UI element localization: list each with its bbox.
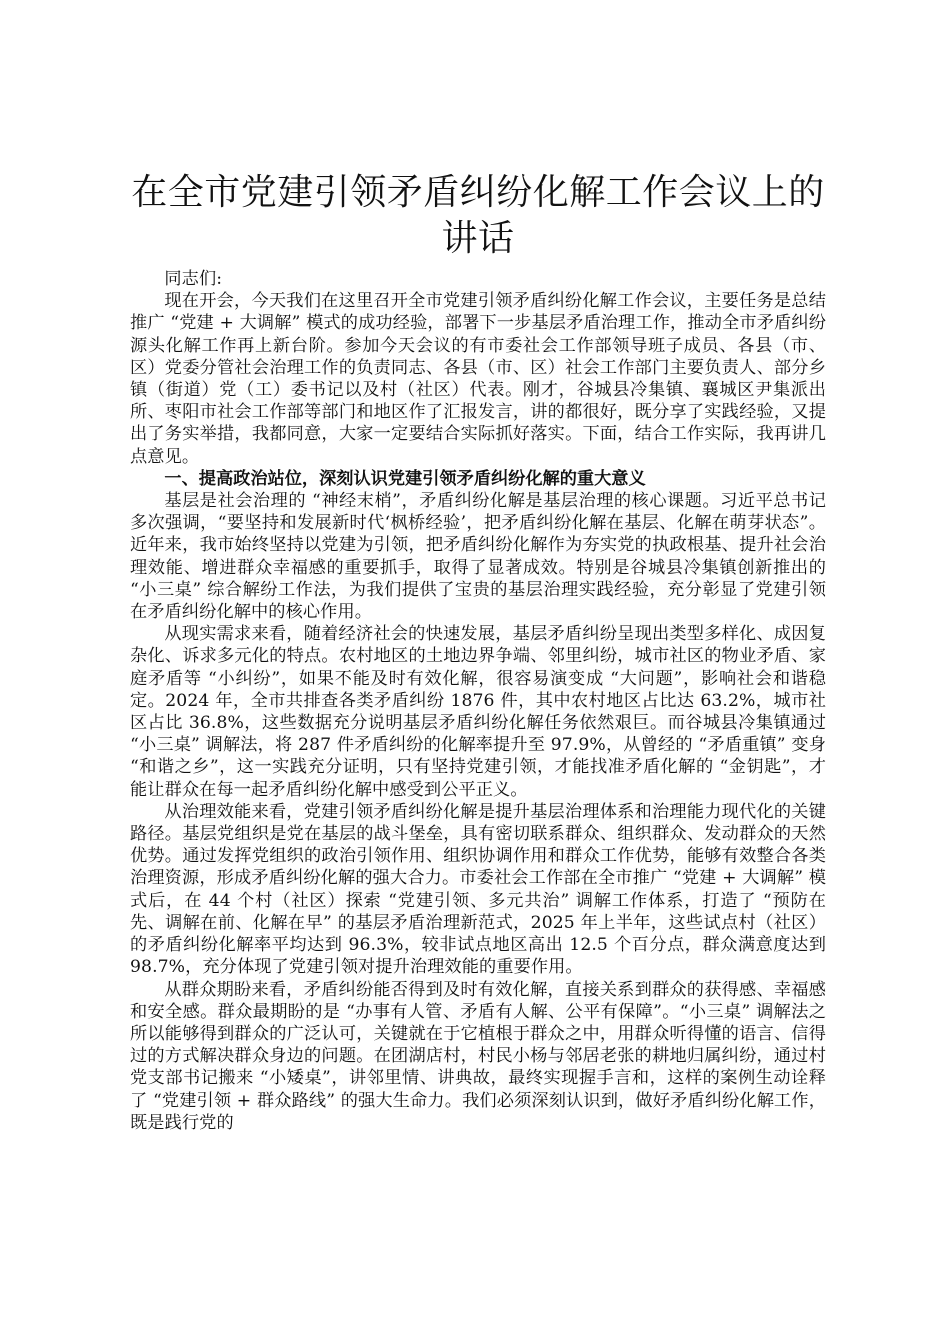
body-paragraph: 从治理效能来看，党建引领矛盾纠纷化解是提升基层治理体系和治理能力现代化的关键路径。基层党组织是党在基层的战斗堡垒，具有密切联系群众、组织群众、发动群众的天然优势。通过发挥党组织的政治引领作用、组织协调作用和群众工作优势，能够有效整合各类治理资源，形成矛盾纠纷化解的强大合力。市委社会工作部在全市推广 “党建 + 大调解” 模式后，在 44 个村（社区）探索 “党建引领、多元共治” 调解工作体系，打造了 “预防在先、调解在前、化解在早” 的基层矛盾治理新范式，2025 年上半年，这些试点村（社区）的矛盾纠纷化解率平均达到 96.3%，较非试点地区高出 12.5 个百分点，群众满意度达到 98.7%，充分体现了党建引领对提升治理效能的重要作用。	[130, 801, 826, 978]
document-page	[130, 170, 826, 1134]
document-title: 在全市党建引领矛盾纠纷化解工作会议上的讲话	[131, 172, 825, 259]
salutation: 同志们:	[164, 269, 223, 289]
body-paragraph: 基层是社会治理的 “神经末梢”，矛盾纠纷化解是基层治理的核心课题。习近平总书记多次强调，“要坚持和发展新时代‘枫桥经验’，把矛盾纠纷化解在基层、化解在萌芽状态”。近年来，我市始终坚持以党建为引领，把矛盾纠纷化解作为夯实党的执政根基、提升社会治理效能、增进群众幸福感的重要抓手，取得了显著成效。特别是谷城县冷集镇创新推出的 “小三桌” 综合解纷工作法，为我们提供了宝贵的基层治理实践经验，充分彰显了党建引领在矛盾纠纷化解中的核心作用。	[130, 491, 826, 623]
section-heading: 一、提高政治站位，深刻认识党建引领矛盾纠纷化解的重大意义	[164, 468, 646, 489]
body-paragraph: 从现实需求来看，随着经济社会的快速发展，基层矛盾纠纷呈现出类型多样化、成因复杂化、诉求多元化的特点。农村地区的土地边界争端、邻里纠纷，城市社区的物业矛盾、家庭矛盾等 “小纠纷”，如果不能及时有效化解，很容易演变成 “大问题”，影响社会和谐稳定。2024 年，全市共排查各类矛盾纠纷 1876 件，其中农村地区占比达 63.2%，城市社区占比 36.8%，这些数据充分说明基层矛盾纠纷化解任务依然艰巨。而谷城县冷集镇通过 “小三桌” 调解法，将 287 件矛盾纠纷的化解率提升至 97.9%，从曾经的 “矛盾重镇” 变身 “和谐之乡”，这一实践充分证明，只有坚持党建引领，才能找准矛盾化解的 “金钥匙”，才能让群众在每一起矛盾纠纷化解中感受到公平正义。	[130, 624, 826, 800]
body-paragraph: 从群众期盼来看，矛盾纠纷能否得到及时有效化解，直接关系到群众的获得感、幸福感和安全感。群众最期盼的是 “办事有人管、矛盾有人解、公平有保障”。“小三桌” 调解法之所以能够得到群众的广泛认可，关键就在于它植根于群众之中，用群众听得懂的语言、信得过的方式解决群众身边的问题。在团湖店村，村民小杨与邻居老张的耕地归属纠纷，通过村党支部书记搬来 “小矮桌”，讲邻里情、讲典故，最终实现握手言和，这样的案例生动诠释了 “党建引领 + 群众路线” 的强大生命力。我们必须深刻认识到，做好矛盾纠纷化解工作，既是践行党的	[130, 979, 826, 1133]
opening-paragraph: 现在开会，今天我们在这里召开全市党建引领矛盾纠纷化解工作会议，主要任务是总结推广 “党建 + 大调解” 模式的成功经验，部署下一步基层矛盾治理工作，推动全市矛盾纠纷源头化解工作再上新台阶。参加今天会议的有市委社会工作部领导班子成员、各县（市、区）党委分管社会治理工作的负责同志、各县（市、区）社会工作部门主要负责人、部分乡镇（街道）党（工）委书记以及村（社区）代表。刚才，谷城县冷集镇、襄城区尹集派出所、枣阳市社会工作部等部门和地区作了汇报发言，讲的都很好，既分享了实践经验，又提出了务实举措，我都同意，大家一定要结合实际抓好落实。下面，结合工作实际，我再讲几点意见。	[130, 291, 826, 467]
